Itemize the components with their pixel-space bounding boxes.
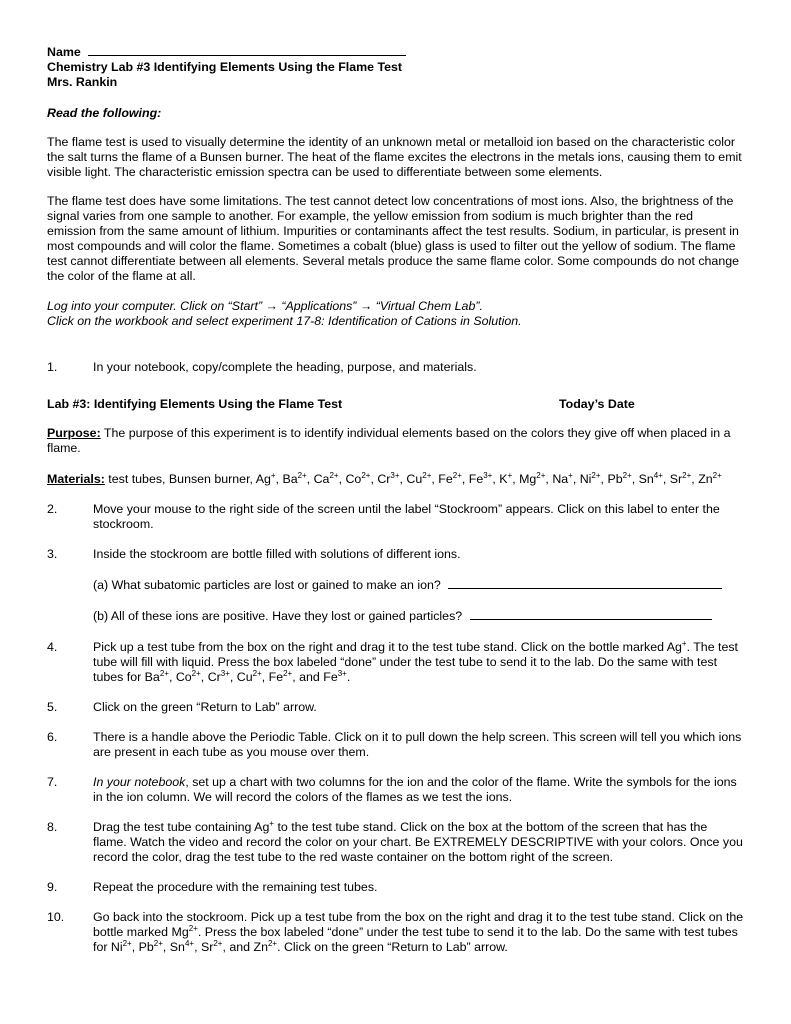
- lab-title: Chemistry Lab #3 Identifying Elements Using the Flame Test: [47, 60, 403, 74]
- ion-separator: ,: [306, 472, 314, 486]
- ion-symbol: K: [499, 472, 508, 486]
- ion-symbol: Zn: [698, 472, 713, 486]
- ion-separator: ,: [162, 940, 170, 954]
- ion-list: [145, 670, 351, 684]
- ion-symbol: Ag: [255, 472, 271, 486]
- step-3: [47, 547, 744, 562]
- ion-symbol: Pb: [138, 940, 154, 954]
- lab-heading-title: Lab #3: Identifying Elements Using the Flame Test: [47, 397, 343, 411]
- ion-separator: ,: [492, 472, 500, 486]
- step-number: 1.: [47, 360, 58, 374]
- ion-symbol: Ni: [110, 940, 123, 954]
- answer-blank-3a[interactable]: [448, 577, 722, 589]
- name-line: [47, 44, 744, 60]
- step-number: 9.: [47, 880, 58, 894]
- ion-symbol: Ba: [282, 472, 298, 486]
- step-text: Move your mouse to the right side of the screen until the label “Stockroom” appears. Click on this label to enter the stockroom.: [93, 502, 720, 531]
- step-8: [47, 820, 744, 865]
- ion-charge: +: [269, 819, 275, 828]
- ion-symbol: Ca: [313, 472, 330, 486]
- step-number: 8.: [47, 820, 58, 834]
- ion-symbol: Fe: [438, 472, 453, 486]
- ion-symbol: Cu: [406, 472, 423, 486]
- ion-symbol: Cu: [236, 670, 253, 684]
- purpose-statement: [47, 426, 744, 456]
- step-number: 10.: [47, 910, 65, 924]
- step-text-part: Drag the test tube containing Ag: [93, 820, 270, 834]
- step-number: 7.: [47, 775, 58, 789]
- ion-symbol: Co: [345, 472, 362, 486]
- ion-symbol: Sn: [638, 472, 654, 486]
- ion-charge: 2+: [536, 471, 546, 480]
- ion-symbol: Mg: [519, 472, 537, 486]
- ion-separator: ,: [200, 670, 208, 684]
- purpose-text: The purpose of this experiment is to identify individual elements based on the colors they give off when placed in a flame.: [47, 426, 731, 455]
- ion-charge: +: [568, 471, 573, 480]
- ion-separator: ,: [261, 670, 269, 684]
- ion-separator: ,: [512, 472, 520, 486]
- step-text-part: , set up a chart with two columns for the ion and the color of the flame. Write the symbols for the ions in the ion column. We will record the colors of the flames as we test the ions.: [93, 775, 737, 804]
- step-text: There is a handle above the Periodic Table. Click on it to pull down the help screen. This screen will tell you which ions are present in each tube as you mouse over them.: [93, 730, 742, 759]
- step-text-part: Pick up a test tube from the box on the right and drag it to the test tube stand. Click on the bottle marked Ag: [93, 640, 682, 654]
- ion-symbol: Sr: [200, 940, 214, 954]
- worksheet-page: [47, 44, 744, 955]
- ion-charge: 2+: [252, 669, 262, 678]
- ion-symbol: Fe: [323, 670, 338, 684]
- ion-separator: ,: [572, 472, 580, 486]
- ion-charge: +: [681, 639, 687, 648]
- ion-charge: 2+: [267, 939, 278, 948]
- ion-charge: 2+: [191, 669, 201, 678]
- ion-symbol: Zn: [253, 940, 268, 954]
- ion-charge: 2+: [422, 471, 432, 480]
- step-text: Inside the stockroom are bottle filled with solutions of different ions.: [93, 547, 461, 561]
- step-text: [93, 910, 743, 954]
- materials-list: [47, 472, 744, 487]
- ion-charge: 2+: [297, 471, 307, 480]
- login-instruction: Log into your computer. Click on “Start” → “Applications” → “Virtual Chem Lab”.: [47, 299, 483, 313]
- step-text: Click on the green “Return to Lab” arrow.: [93, 700, 317, 714]
- ion-charge: 3+: [390, 471, 400, 480]
- ion-symbol: Sr: [669, 472, 683, 486]
- ion-charge: 2+: [122, 939, 132, 948]
- ion-separator: ,: [229, 670, 237, 684]
- ion-charge: +: [270, 471, 276, 480]
- step-number: 6.: [47, 730, 58, 744]
- ion-charge: 2+: [188, 924, 198, 933]
- answer-blank-3b[interactable]: [470, 608, 712, 620]
- ion-charge: 2+: [159, 669, 169, 678]
- step-10: [47, 910, 744, 955]
- ion-charge: 3+: [337, 669, 347, 678]
- teacher-name: Mrs. Rankin: [47, 75, 118, 89]
- ion-separator: ,: [545, 472, 553, 486]
- ion-separator: ,: [131, 940, 139, 954]
- ion-symbol: Fe: [268, 670, 284, 684]
- ion-symbol: Cr: [207, 670, 221, 684]
- ion-separator: ,: [168, 670, 176, 684]
- read-heading: Read the following:: [47, 106, 162, 120]
- intro-paragraph-1: The flame test is used to visually determine the identity of an unknown metal or metalloid ion based on the characteristic color the salt turns the flame of a Bunsen burner. The heat of the flame excites the electrons in the metals ions, causing them to emit visible light. The characteristic emission spectra can be used to differentiate between some elements.: [47, 135, 742, 179]
- step-number: 3.: [47, 547, 58, 561]
- ion-separator: ,: [662, 472, 670, 486]
- step-number: 5.: [47, 700, 58, 714]
- ion-symbol: Ba: [144, 670, 160, 684]
- materials-prefix: test tubes, Bunsen burner,: [104, 472, 256, 486]
- step-number: 2.: [47, 502, 58, 516]
- ion-separator: ,: [194, 940, 201, 954]
- ion-symbol: Pb: [607, 472, 623, 486]
- step-text: Repeat the procedure with the remaining test tubes.: [93, 880, 378, 894]
- ion-separator: ,: [370, 472, 378, 486]
- step-text: [93, 820, 743, 864]
- question-text: (b) All of these ions are positive. Have they lost or gained particles?: [93, 609, 463, 623]
- ion-symbol: Fe: [468, 472, 484, 486]
- ion-list: [111, 940, 284, 954]
- ion-charge: 4+: [653, 471, 663, 480]
- ion-separator: , and: [292, 670, 324, 684]
- purpose-label: Purpose:: [47, 426, 101, 440]
- ion-separator: .: [277, 940, 284, 954]
- ion-charge: 2+: [153, 939, 163, 948]
- step-text: [93, 775, 737, 804]
- step-text: In your notebook, copy/complete the heading, purpose, and materials.: [93, 360, 477, 374]
- materials-ions: [256, 472, 722, 486]
- ion-symbol: Na: [552, 472, 569, 486]
- materials-label: Materials:: [47, 472, 105, 486]
- ion-charge: 2+: [452, 471, 462, 480]
- ion-charge: 2+: [712, 471, 722, 480]
- question-3b: [47, 608, 744, 624]
- step-text: [93, 640, 738, 684]
- ion-separator: .: [346, 670, 351, 684]
- step-text-part: Go back into the stockroom. Pick up a test tube from the box on the right and drag it to the test tube stand. Click on the bottle marked Mg: [93, 910, 744, 939]
- ion-separator: ,: [399, 472, 407, 486]
- step-2: [47, 502, 744, 532]
- ion-charge: 4+: [184, 939, 195, 948]
- name-label: Name: [47, 45, 81, 59]
- ion-separator: ,: [275, 472, 283, 486]
- lab-heading-row: [47, 397, 744, 412]
- step-number: 4.: [47, 640, 58, 654]
- ion-symbol: Co: [175, 670, 192, 684]
- ion-symbol: Cr: [377, 472, 391, 486]
- ion-charge: 2+: [622, 471, 632, 480]
- ion-charge: +: [507, 471, 513, 480]
- ion-charge: 3+: [483, 471, 493, 480]
- step-text-part: Click on the green “Return to Lab” arrow.: [283, 940, 508, 954]
- ion-charge: 3+: [220, 669, 230, 678]
- ion-symbol: Sn: [169, 940, 185, 954]
- ion-separator: ,: [691, 472, 699, 486]
- step-text-italic: In your notebook: [93, 775, 186, 789]
- ion-charge: 2+: [591, 471, 601, 480]
- ion-charge: 2+: [283, 669, 293, 678]
- step-5: [47, 700, 744, 715]
- ion-charge: 2+: [361, 471, 371, 480]
- ion-separator: ,: [431, 472, 439, 486]
- workbook-instruction: Click on the workbook and select experiment 17-8: Identification of Cations in Solution.: [47, 314, 522, 328]
- ion-symbol: Ni: [579, 472, 592, 486]
- ion-charge: 2+: [213, 939, 223, 948]
- step-text-part: . Press the box labeled “done” under the test tube to send it to the lab. Do the same with test tubes for: [93, 925, 738, 954]
- todays-date-label: Today’s Date: [559, 397, 635, 411]
- ion-separator: ,: [600, 472, 608, 486]
- question-text: (a) What subatomic particles are lost or gained to make an ion?: [93, 578, 441, 592]
- ion-separator: ,: [631, 472, 639, 486]
- step-7: [47, 775, 744, 805]
- question-3a: [47, 577, 744, 593]
- ion-separator: , and: [222, 940, 254, 954]
- step-4: [47, 640, 744, 685]
- ion-separator: ,: [461, 472, 469, 486]
- step-9: [47, 880, 744, 895]
- name-blank[interactable]: [88, 44, 406, 56]
- ion-charge: 2+: [682, 471, 692, 480]
- step-text-part: to the test tube stand. Click on the box at the bottom of the screen that has the flame. Watch the video and record the color on your chart. Be EXTREMELY DESCRIPTIVE with your colors. Once you record the color, drag the test tube to the red waste container on the bottom right of the screen.: [93, 820, 743, 864]
- step-text-part: . The test tube will fill with liquid. Press the box labeled “done” under the test tube to send it to the lab. Do the same with test tubes for: [93, 640, 739, 684]
- step-6: [47, 730, 744, 760]
- step-1: [47, 360, 744, 375]
- ion-separator: ,: [338, 472, 346, 486]
- ion-charge: 2+: [329, 471, 339, 480]
- intro-paragraph-2: The flame test does have some limitations. The test cannot detect low concentrations of most ions. Also, the brightness of the signal varies from one sample to another. For example, the yellow emission from sodium is much brighter than the red emission from the same amount of lithium. Impurities or contaminants affect the test results. Sodium, in particular, is present in most compounds and will color the flame. Sometimes a cobalt (blue) glass is used to filter out the yellow of sodium. The flame test cannot differentiate between all elements. Several metals produce the same flame color. Some compounds do not change the color of the flame at all.: [47, 194, 739, 283]
